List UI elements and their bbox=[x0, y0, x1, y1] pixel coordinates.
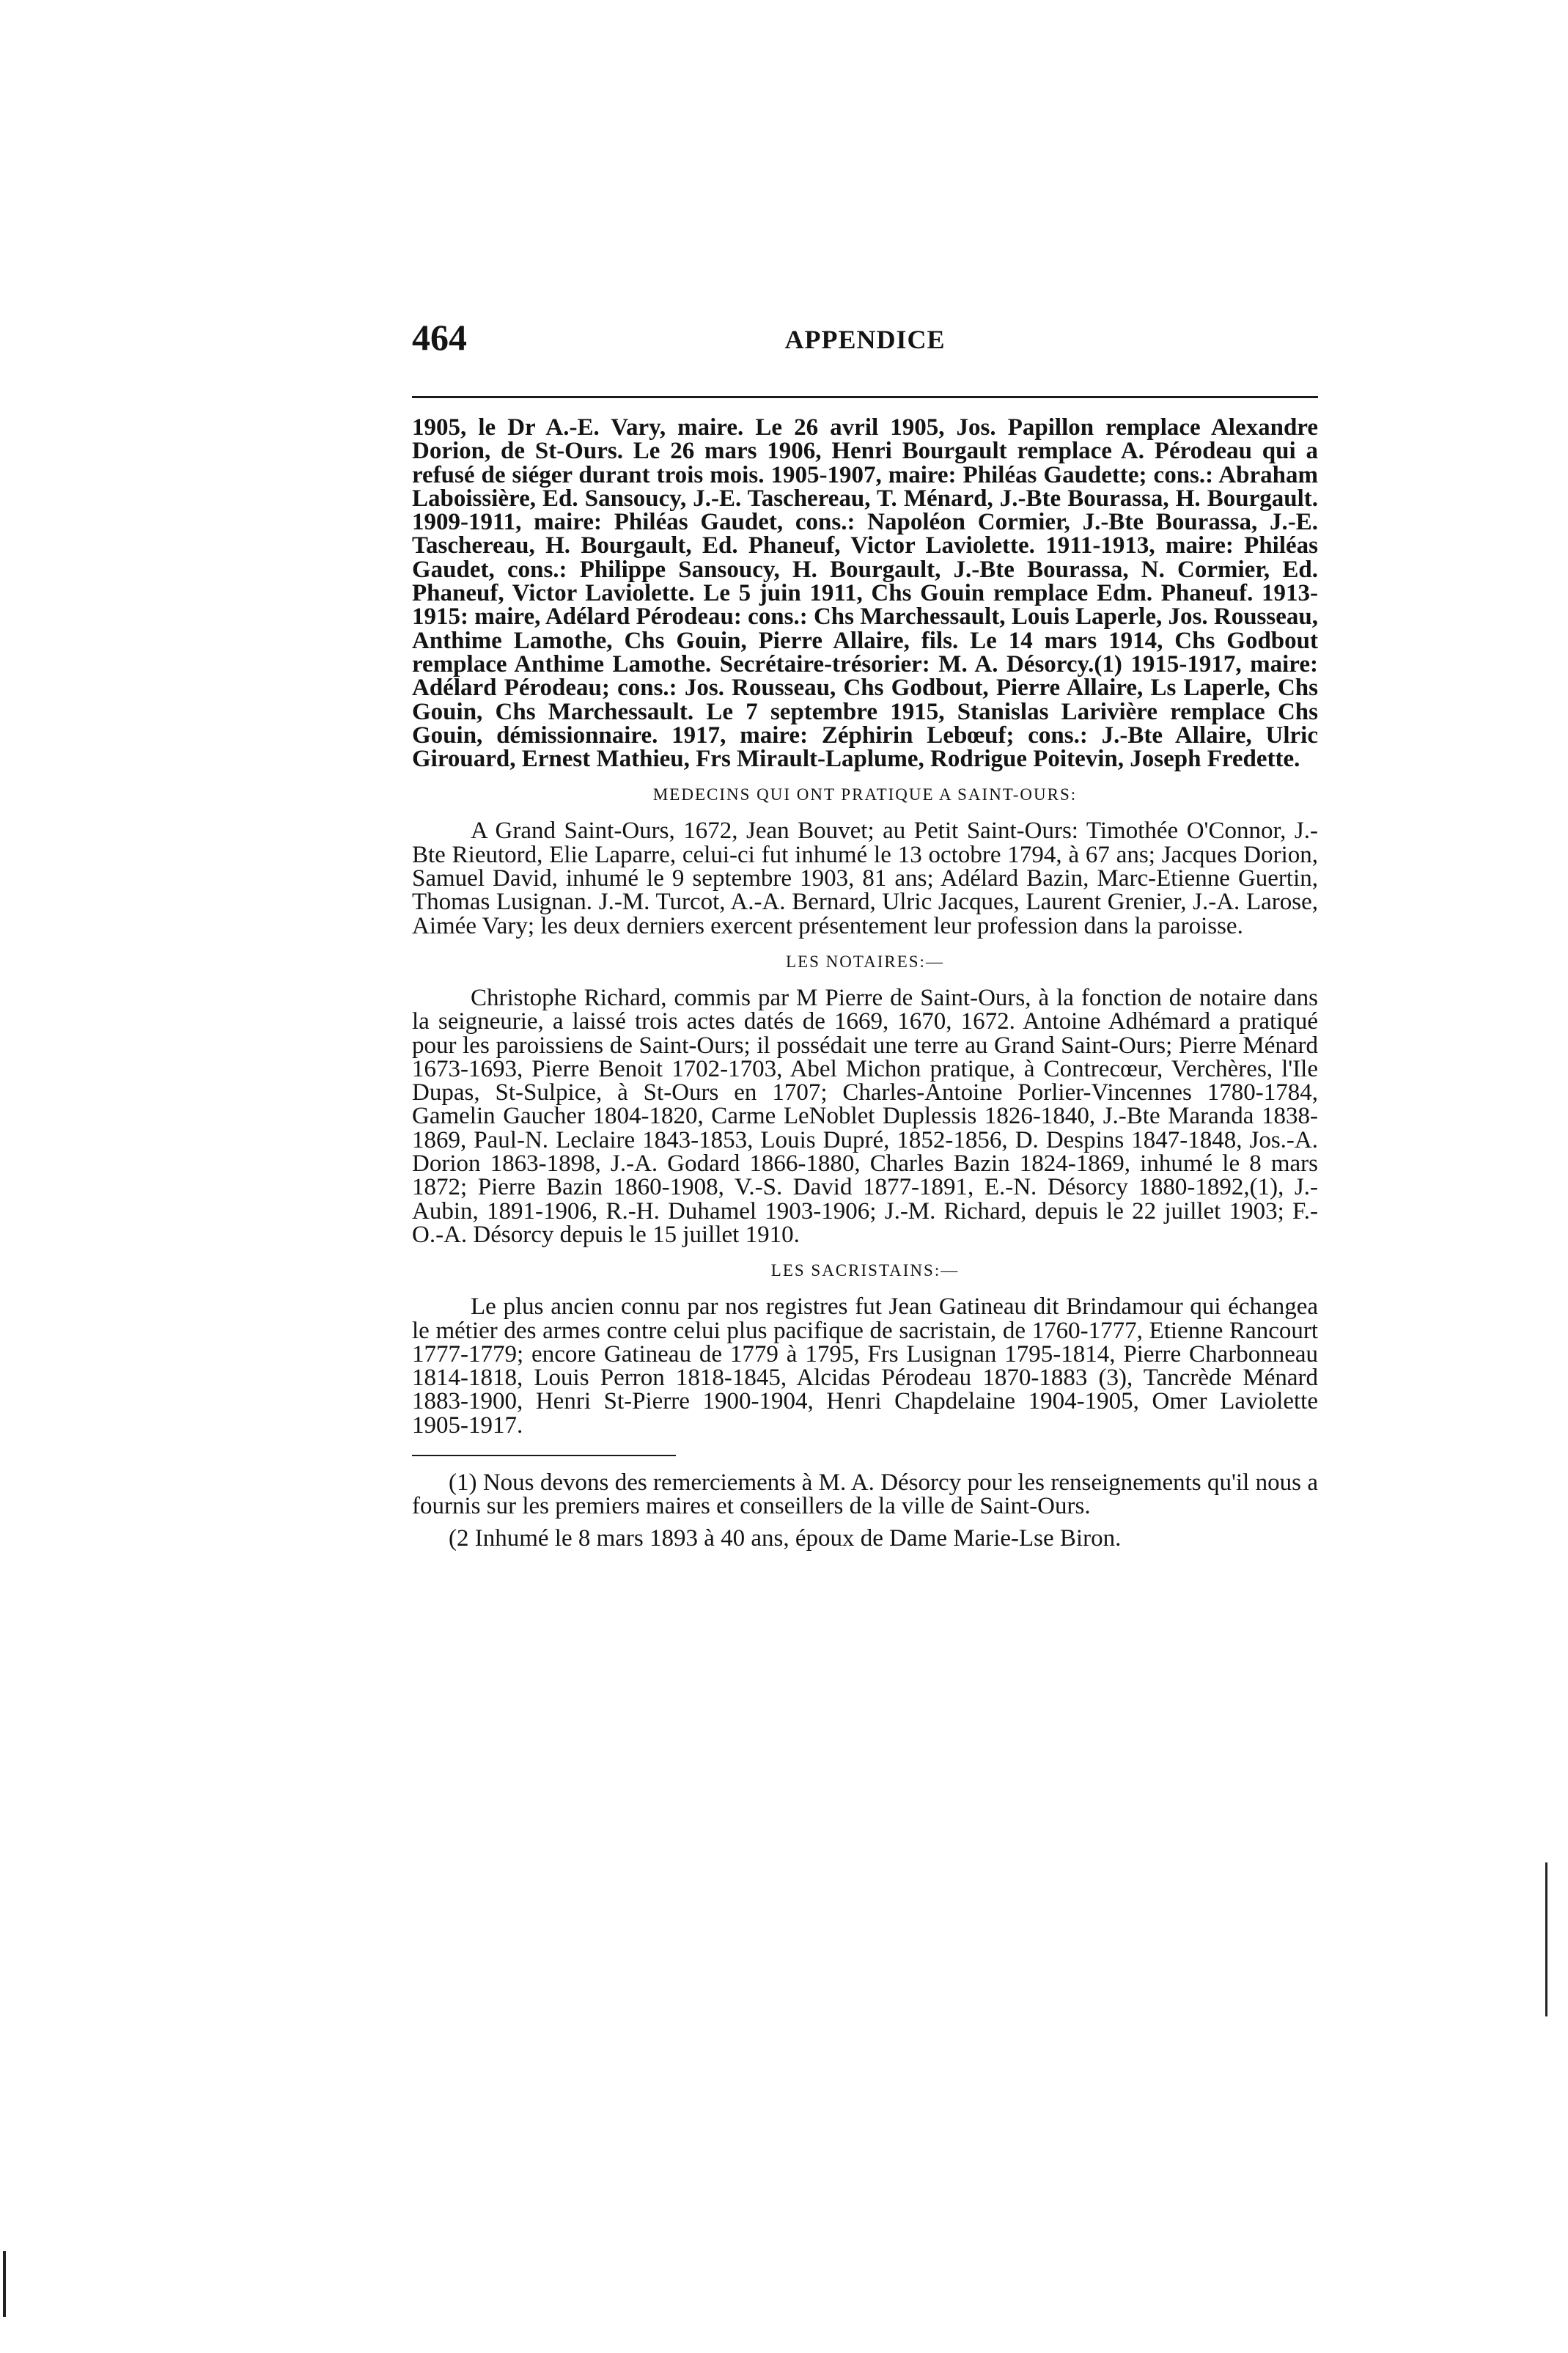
physicians-heading: MEDECINS QUI ONT PRATIQUE A SAINT-OURS: bbox=[652, 785, 1078, 804]
page-header bbox=[412, 315, 1318, 396]
running-title: APPENDICE bbox=[784, 325, 946, 354]
header-rule bbox=[412, 396, 1318, 398]
right-edge-mark bbox=[1545, 1862, 1547, 2016]
footnote-2: (2 Inhumé le 8 mars 1893 à 40 ans, époux de Dame Marie-Lse Biron. bbox=[449, 1524, 1122, 1552]
page-content bbox=[412, 315, 1318, 1559]
sacristans-heading: LES SACRISTAINS:— bbox=[770, 1261, 960, 1280]
sacristans-paragraph: Le plus ancien connu par nos registres fut Jean Gatineau dit Brindamour qui échangea le métier des armes contre celui plus pacifique de sacristain, de 1760-1777, Etienne Rancourt 1777-1779; encore Gatineau de 1779 à 1795, Frs Lusignan 1795-1814, Pierre Charbonneau 1814-1818, Louis Perron 1818-1845, Alcidas Pérodeau 1870-1883 (3), Tancrède Ménard 1883-1900, Henri St-Pierre 1900-1904, Henri Chapdelaine 1904-1905, Omer Laviolette 1905-1917. bbox=[412, 1293, 1318, 1439]
page-number: 464 bbox=[412, 317, 467, 358]
footnote-rule bbox=[412, 1455, 676, 1456]
notaries-paragraph: Christophe Richard, commis par M Pierre de Saint-Ours, à la fonction de notaire dans la seigneurie, a laissé trois actes datés de 1669, 1670, 1672. Antoine Adhémard a pratiqué pour les paroissiens de Saint-Ours; il possédait une terre au Grand Saint-Ours; Pierre Ménard 1673-1693, Pierre Benoit 1702-1703, Abel Michon pratique, à Contrecœur, Verchères, l'Ile Dupas, St-Sulpice, à St-Ours en 1707; Charles-Antoine Porlier-Vincennes 1780-1784, Gamelin Gaucher 1804-1820, Carme LeNoblet Duplessis 1826-1840, J.-Bte Maranda 1838-1869, Paul-N. Leclaire 1843-1853, Louis Dupré, 1852-1856, D. Despins 1847-1848, Jos.-A. Dorion 1863-1898, J.-A. Godard 1866-1880, Charles Bazin 1824-1869, inhumé le 8 mars 1872; Pierre Bazin 1860-1908, V.-S. David 1877-1891, E.-N. Désorcy 1880-1892,(1), J.-Aubin, 1891-1906, R.-H. Duhamel 1903-1906; J.-M. Richard, depuis le 22 juillet 1903; F.-O.-A. Désorcy depuis le 15 juillet 1910. bbox=[412, 984, 1318, 1248]
footnote-1: (1) Nous devons des remerciements à M. A. Désorcy pour les renseignements qu'il nous a fournis sur les premiers maires et conseillers de la ville de Saint-Ours. bbox=[412, 1469, 1318, 1519]
council-paragraph: 1905, le Dr A.-E. Vary, maire. Le 26 avril 1905, Jos. Papillon remplace Alexandre Dorion, de St-Ours. Le 26 mars 1906, Henri Bourgault remplace A. Pérodeau qui a refusé de siéger durant trois mois. 1905-1907, maire: Philéas Gaudette; cons.: Abraham Laboissière, Ed. Sansoucy, J.-E. Taschereau, T. Ménard, J.-Bte Bourassa, H. Bourgault. 1909-1911, maire: Philéas Gaudet, cons.: Napoléon Cormier, J.-Bte Bourassa, J.-E. Taschereau, H. Bourgault, Ed. Phaneuf, Victor Laviolette. 1911-1913, maire: Philéas Gaudet, cons.: Philippe Sansoucy, H. Bourgault, J.-Bte Bourassa, N. Cormier, Ed. Phaneuf, Victor Laviolette. Le 5 juin 1911, Chs Gouin remplace Edm. Phaneuf. 1913-1915: maire, Adélard Pérodeau: cons.: Chs Marchessault, Louis Laperle, Jos. Rousseau, Anthime Lamothe, Chs Gouin, Pierre Allaire, fils. Le 14 mars 1914, Chs Godbout remplace Anthime Lamothe. Secrétaire-trésorier: M. A. Désorcy.(1) 1915-1917, maire: Adélard Pérodeau; cons.: Jos. Rousseau, Chs Godbout, Pierre Allaire, Ls Laperle, Chs Gouin, Chs Marchessault. Le 7 septembre 1915, Stanislas Larivière remplace Chs Gouin, démissionnaire. 1917, maire: Zéphirin Lebœuf; cons.: J.-Bte Allaire, Ulric Girouard, Ernest Mathieu, Frs Mirault-Laplume, Rodrigue Poitevin, Joseph Fredette. bbox=[412, 414, 1318, 773]
notaries-heading: LES NOTAIRES:— bbox=[786, 952, 944, 971]
left-edge-mark bbox=[3, 2251, 6, 2317]
physicians-paragraph: A Grand Saint-Ours, 1672, Jean Bouvet; au Petit Saint-Ours: Timothée O'Connor, J.-Bte Rieutord, Elie Laparre, celui-ci fut inhumé le 13 octobre 1794, à 67 ans; Jacques Dorion, Samuel David, inhumé le 9 septembre 1903, 81 ans; Adélard Bazin, Marc-Etienne Guertin, Thomas Lusignan. J.-M. Turcot, A.-A. Bernard, Ulric Jacques, Laurent Grenier, J.-A. Larose, Aimée Vary; les deux derniers exercent présentement leur profession dans la paroisse. bbox=[412, 818, 1318, 939]
